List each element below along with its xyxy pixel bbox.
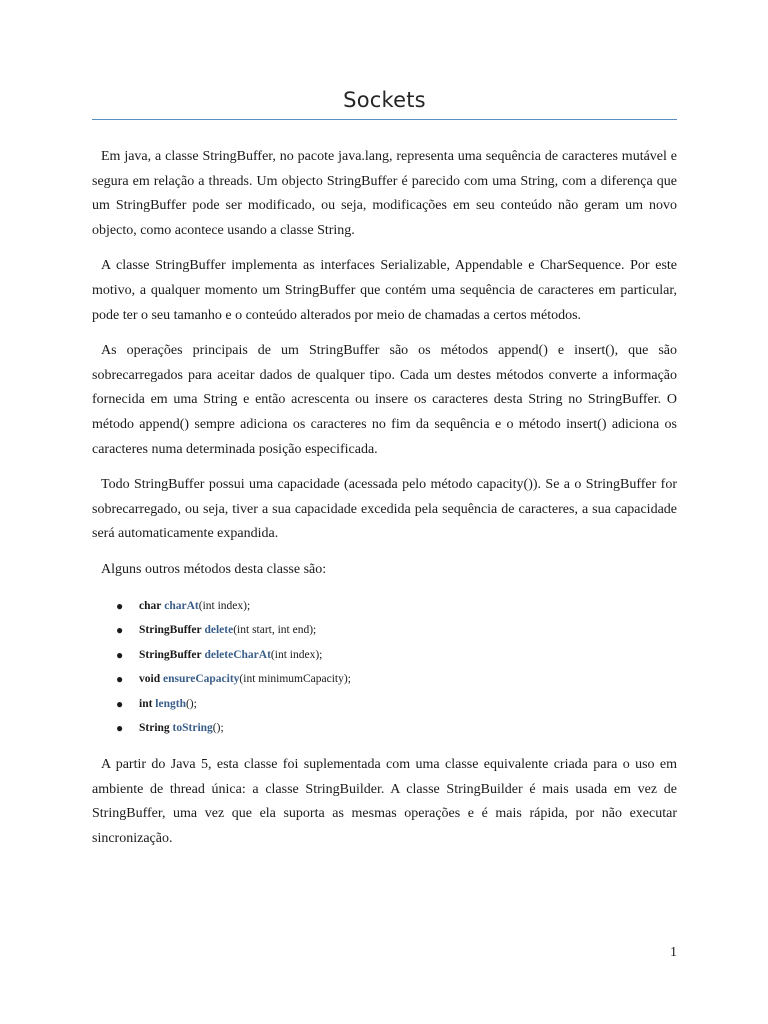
method-name: charAt — [164, 599, 199, 612]
method-args: (int index); — [270, 648, 323, 661]
method-return-type: char — [139, 599, 162, 612]
title-underline — [92, 119, 677, 120]
method-return-type: StringBuffer — [139, 624, 202, 637]
paragraph-4: Todo StringBuffer possui uma capacidade (acessada pelo método capacity()). Se a o StringBuffer for sobrecarregado, ou seja, tiver a sua capacidade excedida pela sequência de caracteres, a sua capacidade será automaticamente expandida. — [92, 477, 677, 542]
method-return-type: StringBuffer — [139, 648, 202, 661]
page-number: 1 — [670, 945, 677, 960]
bullet-icon: ● — [116, 672, 124, 687]
bullet-icon: ● — [116, 721, 124, 736]
method-name: ensureCapacity — [162, 673, 240, 686]
method-args: (int start, int end); — [233, 624, 317, 637]
method-item — [92, 667, 677, 692]
bullet-icon: ● — [116, 647, 124, 662]
method-item — [92, 692, 677, 717]
paragraph-3: As operações principais de um StringBuffer são os métodos append() e insert(), que são sobrecarregados para aceitar dados de qualquer tipo. Cada um destes métodos converte a informação fornecida em uma String e então acrescenta ou insere os caracteres desta String no StringBuffer. O método append() sempre adiciona os caracteres no fim da sequência e o método insert() adiciona os caracteres numa determinada posição especificada. — [92, 343, 677, 457]
bullet-icon: ● — [116, 696, 124, 711]
method-name: toString — [172, 722, 213, 735]
methods-list — [92, 594, 677, 742]
method-return-type: String — [139, 722, 170, 735]
method-args: (); — [185, 697, 197, 710]
paragraph-2: A classe StringBuffer implementa as interfaces Serializable, Appendable e CharSequence. Por este motivo, a qualquer momento um StringBuffer que contém uma sequência de caracteres em particular, pode ter o seu tamanho e o conteúdo alterados por meio de chamadas a certos métodos. — [92, 258, 677, 323]
method-item — [92, 643, 677, 668]
method-item — [92, 594, 677, 619]
method-item — [92, 618, 677, 643]
bullet-icon: ● — [116, 598, 124, 613]
paragraph-1: Em java, a classe StringBuffer, no pacote java.lang, representa uma sequência de caracteres mutável e segura em relação a threads. Um objecto StringBuffer é parecido com uma String, com a diferença que um StringBuffer pode ser modificado, ou seja, modificações em seu conteúdo não geram um novo objecto, como acontece usando a classe String. — [92, 149, 677, 238]
bullet-icon: ● — [116, 623, 124, 638]
methods-intro: Alguns outros métodos desta classe são: — [101, 561, 327, 577]
method-name: delete — [204, 624, 234, 637]
body-text — [92, 145, 677, 862]
method-args: (int index); — [198, 599, 251, 612]
method-args: (int minimumCapacity); — [239, 673, 351, 686]
method-name: length — [155, 697, 186, 710]
method-item — [92, 716, 677, 741]
method-args: (); — [212, 722, 224, 735]
method-name: deleteCharAt — [204, 648, 271, 661]
method-return-type: void — [139, 673, 161, 686]
method-return-type: int — [139, 697, 153, 710]
page-title: Sockets — [343, 88, 426, 112]
closing-paragraph: A partir do Java 5, esta classe foi suplementada com uma classe equivalente criada para o uso em ambiente de thread única: a classe StringBuilder. A classe StringBuilder é mais usada em vez de StringBuffer, uma vez que ela suporta as mesmas operações e é mais rápida, por não executar sincronização. — [92, 757, 677, 846]
